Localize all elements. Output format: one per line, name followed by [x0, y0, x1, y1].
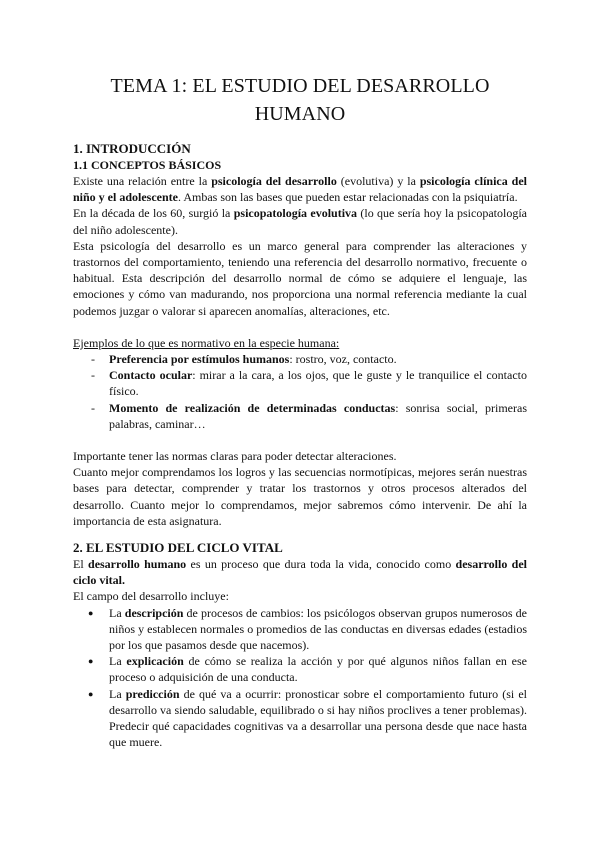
list-item	[73, 367, 527, 399]
text: . Ambas son las bases que pueden estar relacionadas con la psiquiatría.	[178, 190, 518, 205]
bold-term: Contacto ocular	[109, 368, 193, 383]
bullet-icon: ●	[88, 688, 94, 699]
bold-term: desarrollo del ciclo vital.	[73, 557, 527, 588]
list-item	[73, 686, 527, 751]
bold-term: explicación	[126, 654, 184, 669]
dash-marker: -	[91, 400, 95, 415]
examples-heading: Ejemplos de lo que es normativo en la especie humana:	[73, 335, 340, 350]
text: En la década de los 60, surgió la	[73, 206, 234, 221]
text: (lo que sería hoy la psicopatología del niño adolescente).	[73, 206, 527, 237]
bold-term: Preferencia por estímulos humanos	[109, 352, 290, 367]
development-field-list	[73, 605, 527, 751]
list-item	[73, 653, 527, 685]
bullet-icon: ●	[88, 656, 94, 667]
text: es un proceso que dura toda la vida, conocido como	[186, 557, 456, 572]
section1-subheading: 1.1 CONCEPTOS BÁSICOS	[73, 158, 222, 172]
text: de cómo se realiza la acción y por qué algunos niños fallan en ese proceso o adquisición de una conducta.	[109, 654, 527, 685]
text: El	[73, 557, 89, 572]
bullet-icon: ●	[88, 607, 94, 618]
text: La	[109, 654, 127, 669]
bold-term: desarrollo humano	[88, 557, 187, 572]
text: La	[109, 686, 126, 701]
spacer	[73, 432, 500, 448]
section2-heading: 2. EL ESTUDIO DEL CICLO VITAL	[73, 540, 283, 556]
text: de procesos de cambios: los psicólogos observan grupos numerosos de niños y establecen normales o promedios de las conductas en diversas edades (estadios por los que pasamos desde que nacemos).	[109, 605, 528, 653]
bold-term: Momento de realización de determinadas conductas	[109, 400, 396, 415]
section1-paragraph-3: Esta psicología del desarrollo es un marco general para comprender las alteraciones y trastornos del comportamiento, teniendo una referencia del desarrollo normativo, frecuente o habitual. Esta descripción del desarrollo normal de cómo se adquiere el lenguaje, las emociones y cómo van madurando, nos proporciona una normal referencia mediante la cual podemos juzgar o valorar si aparecen anomalías, alteraciones, etc.	[73, 238, 527, 318]
section2-paragraph-1	[73, 556, 527, 588]
bold-term: psicología clínica del niño y el adolescente	[73, 174, 528, 205]
section2-paragraph-2: El campo del desarrollo incluye:	[73, 589, 229, 604]
section1-heading: 1. INTRODUCCIÓN	[73, 141, 191, 156]
bold-term: predicción	[125, 686, 180, 701]
text: Existe una relación entre la	[73, 174, 212, 188]
list-item	[73, 605, 527, 654]
section1-paragraph-2	[73, 205, 527, 237]
text: (evolutiva) y la	[336, 174, 420, 188]
examples-list	[73, 351, 527, 432]
title-line-1: TEMA 1: EL ESTUDIO DEL DESARROLLO	[110, 75, 490, 97]
title-block	[73, 0, 527, 128]
bold-term: psicopatología evolutiva	[233, 206, 358, 221]
section1-paragraph-1	[73, 173, 527, 205]
bold-term: psicología del desarrollo	[211, 174, 337, 188]
text: de qué va a ocurrir: pronosticar sobre el comportamiento futuro (si el desarrollo va siendo saludable, equilibrado o si hay niños proclives a tener problemas). Predecir qué capacidades cognitivas va a desarrollar una persona desde que nace hasta que muere.	[109, 686, 527, 750]
text: : sonrisa social, primeras palabras, caminar…	[109, 400, 527, 431]
section1-paragraph-4: Importante tener las normas claras para poder detectar alteraciones.	[73, 449, 397, 464]
spacer	[73, 319, 500, 335]
section1-paragraph-5: Cuanto mejor comprendamos los logros y las secuencias normotípicas, mejores serán nuestras bases para detectar, comprender y tratar los trastornos y otros procesos alterados del desarrollo. Cuanto mejor lo comprendamos, mejor sabremos cómo intervenir. De ahí la importancia de esta asignatura.	[73, 465, 527, 528]
text: : mirar a la cara, a los ojos, que le guste y le tranquilice el contacto físico.	[109, 368, 527, 399]
title-line-2: HUMANO	[254, 103, 346, 125]
dash-marker: -	[91, 352, 95, 367]
text: : rostro, voz, contacto.	[289, 352, 397, 367]
dash-marker: -	[91, 368, 95, 383]
list-item	[73, 400, 527, 432]
bold-term: descripción	[124, 605, 184, 620]
text: La	[109, 605, 125, 620]
list-item	[73, 351, 527, 367]
page-title	[73, 0, 527, 128]
